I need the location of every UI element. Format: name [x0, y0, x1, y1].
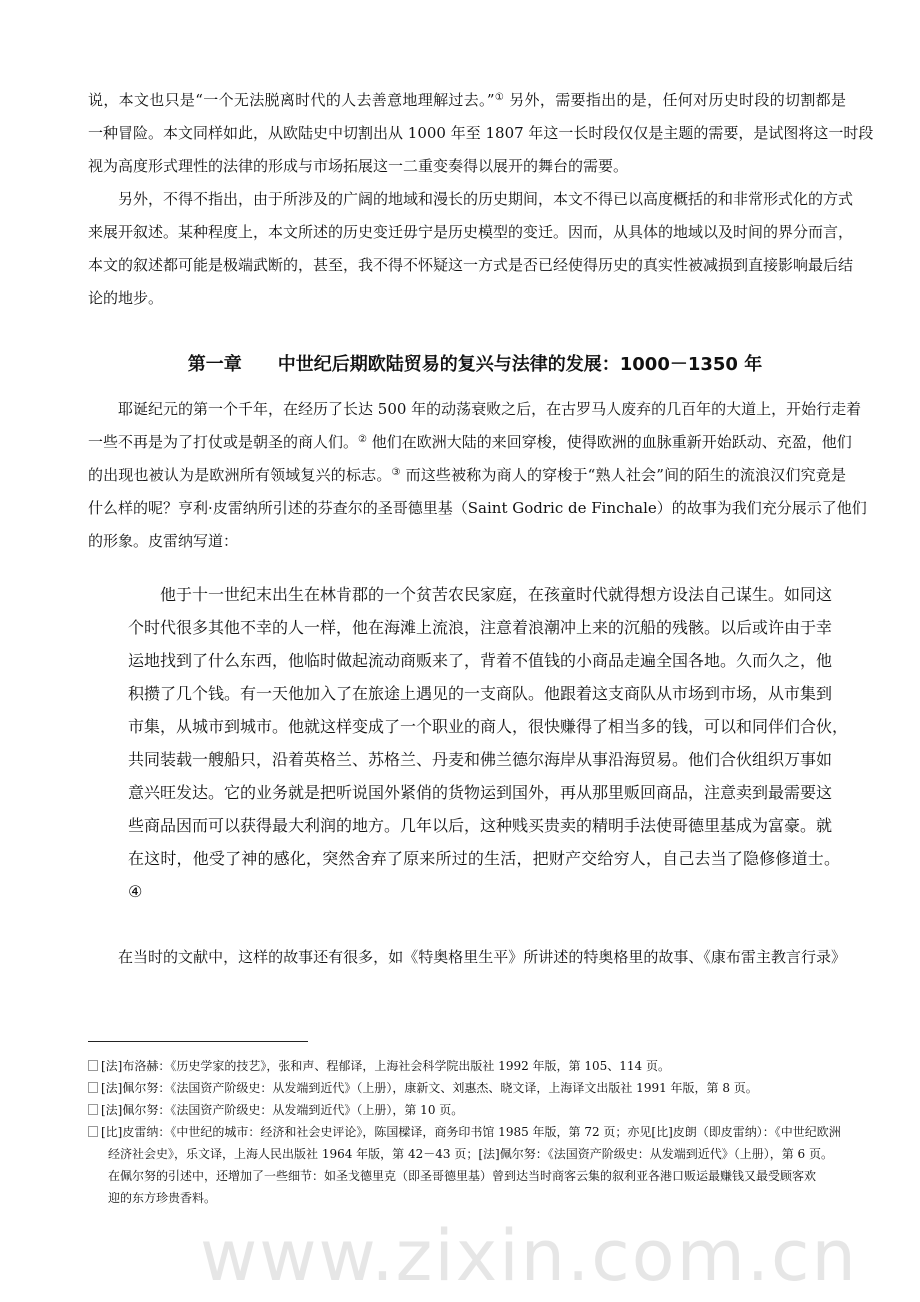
- footnote-4-line: 经济社会史》，乐文译，上海人民出版社 1964 年版，第 42－43 页；[法]佩尔努：《法国资产阶级史：从发端到近代》（上册），第 6 页。: [108, 1147, 833, 1161]
- paragraph-continuation: [88, 941, 846, 974]
- footnote-4-line: 在佩尔努的引述中，还增加了一些细节：如圣戈德里克（即圣哥德里基）曾到达当时商客云集的叙利亚各港口贩运最赚钱又最受顾客欢: [108, 1169, 817, 1183]
- footnote-marker-icon: [88, 1082, 98, 1093]
- footnote-2: [88, 1077, 848, 1099]
- watermark: www.zixin.com.cn: [200, 1215, 858, 1297]
- footnote-ref[interactable]: ②: [358, 434, 367, 445]
- text: 他们在欧洲大陆的来回穿梭，使得欧洲的血脉重新开始跃动、充盈，他们: [366, 433, 852, 451]
- text: [法]佩尔努：《法国资产阶级史：从发端到近代》（上册），第 10 页。: [101, 1103, 464, 1117]
- text-line: 本文的叙述都可能是极端武断的，甚至，我不得不怀疑这一方式是否已经使得历史的真实性被减损到直接影响最后结: [88, 256, 854, 274]
- paragraph-chapter-intro: [88, 393, 867, 558]
- footnote-4-line: 迎的东方珍贵香料。: [108, 1191, 217, 1205]
- quote-line: 个时代很多其他不幸的人一样，他在海滩上流浪，注意着浪潮冲上来的沉船的残骸。以后或许由于幸: [128, 618, 833, 637]
- footnote-ref[interactable]: ①: [494, 92, 505, 103]
- text-line: 在当时的文献中，这样的故事还有很多，如《特奥格里生平》所讲述的特奥格里的故事、《康布雷主教言行录》: [88, 948, 846, 966]
- footnote-4: [88, 1121, 848, 1143]
- footnote-3: [88, 1099, 848, 1121]
- text: 一些不再是为了打仗或是朝圣的商人们。: [88, 433, 359, 451]
- text-line: 什么样的呢？亨利·皮雷纳所引述的芬查尔的圣哥德里基（Saint Godric de Finchale）的故事为我们充分展示了他们: [88, 499, 867, 517]
- quote-line: 市集，从城市到城市。他就这样变成了一个职业的商人，很快赚得了相当多的钱，可以和同伴们合伙，: [128, 717, 849, 736]
- footnote-ref[interactable]: ④: [128, 882, 143, 901]
- footnote-marker-icon: [88, 1126, 98, 1137]
- text-line: 另外，不得不指出，由于所涉及的广阔的地域和漫长的历史期间，本文不得已以高度概括的和非常形式化的方式: [88, 190, 854, 208]
- quote-line: 他于十一世纪末出生在林肯郡的一个贫苦农民家庭，在孩童时代就得想方设法自己谋生。如同这: [128, 585, 833, 604]
- text-line: 的形象。皮雷纳写道：: [88, 532, 239, 550]
- footnote-1: [88, 1055, 848, 1077]
- quote-line: 意兴旺发达。它的业务就是把听说国外紧俏的货物运到国外，再从那里贩回商品，注意卖到最需要这: [128, 783, 833, 802]
- footnote-ref[interactable]: ③: [391, 467, 401, 478]
- footnotes: [88, 1055, 848, 1209]
- block-quote: [128, 578, 849, 908]
- text: 另外，需要指出的是，任何对历史时段的切割都是: [504, 91, 846, 109]
- paragraph-intro-end: [88, 84, 874, 183]
- text: [法]布洛赫：《历史学家的技艺》，张和声、程郁译，上海社会科学院出版社 1992 年版，第 105、114 页。: [101, 1059, 670, 1073]
- quote-line: 共同装载一艘船只，沿着英格兰、苏格兰、丹麦和佛兰德尔海岸从事沿海贸易。他们合伙组织万事如: [128, 750, 833, 769]
- text: [法]佩尔努：《法国资产阶级史：从发端到近代》（上册），康新文、刘惠杰、晓文译，上海译文出版社 1991 年版，第 8 页。: [101, 1081, 758, 1095]
- text-line: 耶诞纪元的第一个千年，在经历了长达 500 年的动荡衰败之后，在古罗马人废弃的几百年的大道上，开始行走着: [88, 400, 862, 418]
- footnote-marker-icon: [88, 1060, 98, 1071]
- text: 的出现也被认为是欧洲所有领域复兴的标志。: [88, 466, 392, 484]
- quote-line: 积攒了几个钱。有一天他加入了在旅途上遇见的一支商队。他跟着这支商队从市场到市场，从市集到: [128, 684, 833, 703]
- chapter-title: 第一章 中世纪后期欧陆贸易的复兴与法律的发展：1000－1350 年: [187, 354, 763, 375]
- text: [比]皮雷纳：《中世纪的城市：经济和社会史评论》，陈国樑译，商务印书馆 1985 年版，第 72 页；亦见[比]皮朗（即皮雷纳）：《中世纪欧洲: [101, 1125, 841, 1139]
- text-line: 论的地步。: [88, 289, 164, 307]
- quote-line: 些商品因而可以获得最大利润的地方。几年以后，这种贱买贵卖的精明手法使哥德里基成为富豪。就: [128, 816, 833, 835]
- text-line: 视为高度形式理性的法律的形成与市场拓展这一二重变奏得以展开的舞台的需要。: [88, 157, 629, 175]
- text-line: [88, 459, 846, 492]
- text-line: 一种冒险。本文同样如此，从欧陆史中切割出从 1000 年至 1807 年这一长时段仅仅是主题的需要，是试图将这一时段: [88, 124, 874, 142]
- text-line: [88, 426, 852, 459]
- quote-line: 在这时，他受了神的感化，突然舍弃了原来所过的生活，把财产交给穷人，自己去当了隐修修道士。: [128, 849, 840, 868]
- text-line: 来展开叙述。某种程度上，本文所述的历史变迁毋宁是历史模型的变迁。因而，从具体的地域以及时间的界分而言，: [88, 223, 854, 241]
- quote-line: 运地找到了什么东西，他临时做起流动商贩来了，背着不值钱的小商品走遍全国各地。久而久之，他: [128, 651, 833, 670]
- paragraph-disclaimer: [88, 183, 854, 315]
- footnote-marker-icon: [88, 1104, 98, 1115]
- footnote-separator: [88, 1041, 308, 1042]
- text: 而这些被称为商人的穿梭于“熟人社会”间的陌生的流浪汉们究竟是: [400, 466, 846, 484]
- text: 说，本文也只是“一个无法脱离时代的人去善意地理解过去。”: [88, 91, 495, 109]
- text-line: [88, 84, 846, 117]
